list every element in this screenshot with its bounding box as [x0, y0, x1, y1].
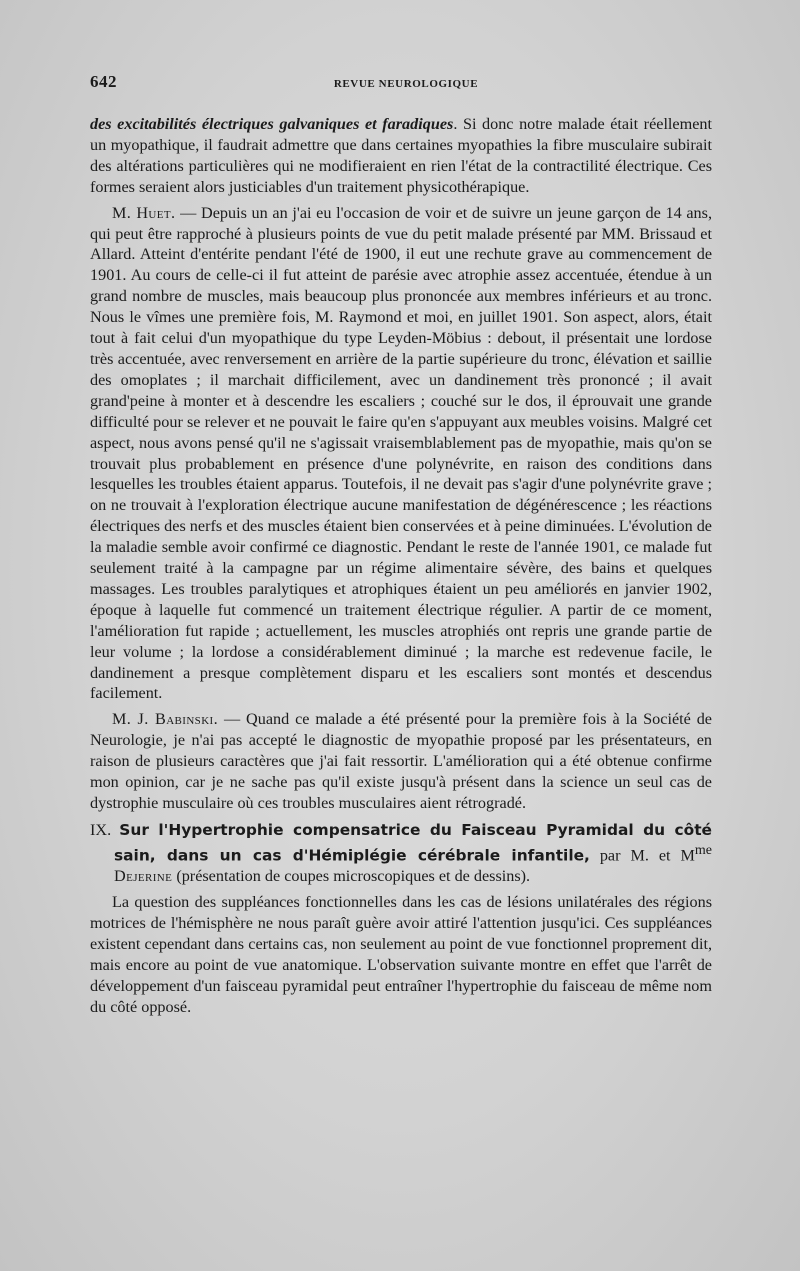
paragraph-babinski-text: — Quand ce malade a été présenté pour la première fois à la Société de Neurologie, je n'ai pas accepté le diagnostic de myopathie proposé par les présentateurs, en raison de plusieurs caractères que j'ai fait ressortir. L'amélioration qui a été obtenue confirme mon opinion, car je ne sache pas qu'il existe jusqu'à présent dans la science un seul cas de dystrophie musculaire où ces troubles musculaires aient rétrogradé.: [90, 710, 712, 812]
paragraph-babinski: [90, 709, 712, 814]
section-author-name: Dejerine: [114, 867, 173, 886]
paragraph-1-text: . Si donc notre malade était réellement un myopathique, il faudrait admettre que dans certaines myopathies la fibre musculaire subirait des altérations particulières qui ne modifieraient en rien l'état de la contractilité électrique. Ces formes seraient alors justiciables d'un traitement physicothérapique.: [90, 115, 712, 196]
section-authors-prefix: par M. et M: [589, 846, 695, 865]
text-block: [90, 72, 712, 1017]
paragraph-1: [90, 114, 712, 198]
italic-lead: des excitabilités électriques galvaniques et faradiques: [90, 115, 454, 133]
page-header: [90, 72, 712, 104]
paragraph-4: [90, 892, 712, 1017]
section-number: IX.: [90, 820, 112, 839]
section-heading: [90, 820, 712, 887]
section-title: Sur l'Hypertrophie compensatrice du Faisceau Pyramidal du côté sain, dans un cas d'Hémiplégie cérébrale infantile,: [114, 820, 712, 865]
paragraph-huet: [90, 203, 712, 705]
section-authors-suffix: (présentation de coupes microscopiques et de dessins).: [172, 867, 531, 886]
page-number: 642: [90, 72, 117, 91]
running-title: REVUE NEUROLOGIQUE: [333, 78, 479, 90]
paragraph-4-text: La question des suppléances fonctionnelles dans les cas de lésions unilatérales des régions motrices de l'hémisphère ne nous paraît guère avoir attiré l'attention jusqu'ici. Ces suppléances existent cependant dans certains cas, non seulement au point de vue fonctionnel proprement dit, mais encore au point de vue anatomique. L'observation suivante montre en effet que l'arrêt de développement d'un faisceau pyramidal peut entraîner l'hypertrophie du faisceau de même nom du côté opposé.: [90, 893, 712, 1016]
speaker-babinski: M. J. Babinski.: [112, 710, 219, 729]
section-authors-sup: me: [694, 842, 712, 858]
speaker-huet: M. Huet.: [112, 203, 176, 222]
paragraph-huet-text: — Depuis un an j'ai eu l'occasion de voir et de suivre un jeune garçon de 14 ans, qui peut être rapproché à plusieurs points de vue du petit malade présenté par MM. Brissaud et Allard. Atteint d'entérite pendant l'été de 1900, il eut une rechute grave au commencement de 1901. Au cours de celle-ci il fut atteint de parésie avec atrophie assez accentuée, étendue à un grand nombre de muscles, mais beaucoup plus prononcée aux membres inférieurs et au tronc. Nous le vîmes une première fois, M. Raymond et moi, en juillet 1901. Son aspect, alors, était tout à fait celui d'un myopathique du type Leyden-Möbius : debout, il présentait une lordose très accentuée, avec renversement en arrière de la partie supérieure du tronc, élévation et saillie des omoplates ; il marchait difficilement, avec un dandinement très prononcé ; il avait grand'peine à monter et à descendre les escaliers ; couché sur le dos, il éprouvait une grande difficulté pour se relever et ne pouvait le faire qu'en s'appuyant aux meubles voisins. Malgré cet aspect, nous avons pensé qu'il ne s'agissait vraisemblablement pas de myopathie, mais qu'on se trouvait plus probablement en présence d'une polynévrite, en raison des conditions dans lesquelles les troubles étaient apparus. Toutefois, il ne devait pas s'agir d'une polynévrite grave ; on ne trouvait à l'exploration électrique aucune manifestation de dégénérescence ; les réactions électriques des nerfs et des muscles étaient bien conservées et à peine diminuées. L'évolution de la maladie semble avoir confirmé ce diagnostic. Pendant le reste de l'année 1901, ce malade fut seulement traité à la campagne par un régime alimentaire sévère, des bains et quelques massages. Les troubles paralytiques et atrophiques étaient un peu améliorés en janvier 1902, époque à laquelle fut commencé un traitement électrique régulier. A partir de ce moment, l'amélioration fut rapide ; actuellement, les muscles atrophiés ont repris une grande partie de leur volume ; la lordose a considérablement diminué ; la marche est redevenue facile, le dandinement a presque complètement disparu et les escaliers sont montés et descendus facilement.: [90, 203, 712, 703]
